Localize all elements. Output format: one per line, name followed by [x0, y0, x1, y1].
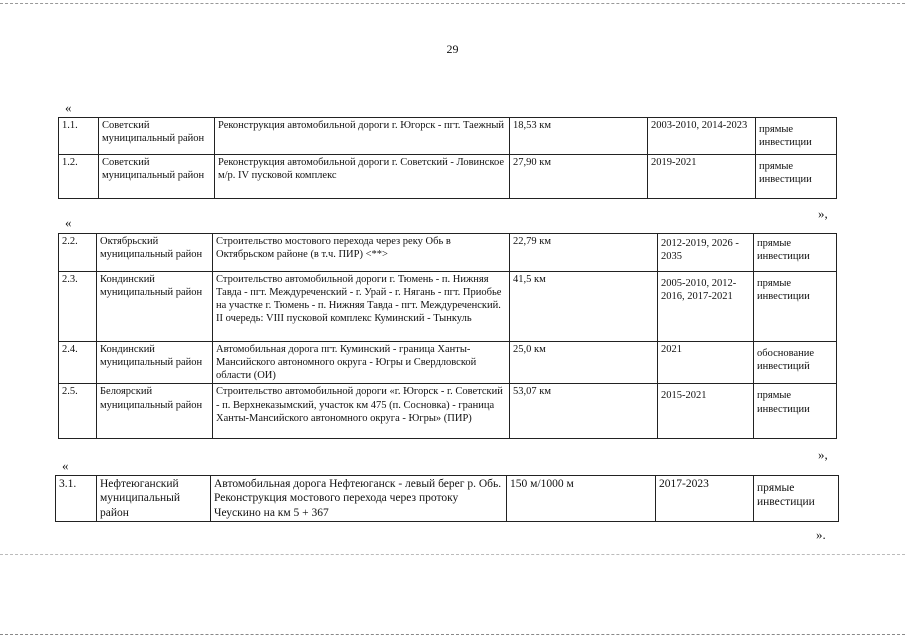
object-cell: Реконструкция автомобильной дороги г. Югорск - пгт. Таежный — [215, 118, 510, 155]
scan-artifact-bottom — [0, 634, 905, 635]
source-cell: прямые инвестиции — [756, 155, 837, 199]
source-cell: прямые инвестиции — [754, 272, 837, 342]
object-cell: Строительство мостового перехода через реку Обь в Октябрьском районе (в т.ч. ПИР) <**> — [213, 234, 510, 272]
table-section-3 — [55, 475, 839, 522]
page-number: 29 — [446, 42, 459, 56]
source-cell: прямые инвестиции — [754, 476, 839, 522]
district-cell: Октябрьский муниципальный район — [97, 234, 213, 272]
closing-quote: ». — [816, 527, 826, 542]
period-cell: 2012-2019, 2026 - 2035 — [658, 234, 754, 272]
length-cell: 27,90 км — [510, 155, 648, 199]
source-cell: прямые инвестиции — [754, 234, 837, 272]
length-cell: 18,53 км — [510, 118, 648, 155]
row-number: 3.1. — [56, 476, 97, 522]
period-cell: 2003-2010, 2014-2023 — [648, 118, 756, 155]
district-cell: Белоярский муниципальный район — [97, 384, 213, 439]
object-cell: Автомобильная дорога пгт. Куминский - граница Ханты-Мансийского автономного округа - Югры и Свердловской области (ОИ) — [213, 342, 510, 384]
length-cell: 22,79 км — [510, 234, 658, 272]
period-cell: 2005-2010, 2012-2016, 2017-2021 — [658, 272, 754, 342]
table-row — [59, 342, 837, 384]
row-number: 2.5. — [59, 384, 97, 439]
object-cell: Строительство автомобильной дороги г. Тюмень - п. Нижняя Тавда - пгт. Междуреченский - г. Урай - г. Нягань - пгт. Приобье на участке г. Тюмень - п. Нижняя Тавда - пгт. Междуреченский. II очередь: VIII пусковой комплекс Куминский - Тынкуль — [213, 272, 510, 342]
table-row — [59, 384, 837, 439]
district-cell: Кондинский муниципальный район — [97, 272, 213, 342]
scan-artifact-top — [0, 3, 905, 4]
opening-quote: « — [65, 100, 72, 115]
row-number: 1.1. — [59, 118, 99, 155]
row-number: 2.2. — [59, 234, 97, 272]
district-cell: Советский муниципальный район — [99, 155, 215, 199]
row-number: 1.2. — [59, 155, 99, 199]
table-row — [59, 234, 837, 272]
table-row — [56, 476, 839, 522]
source-cell: обоснование инвестиций — [754, 342, 837, 384]
source-cell: прямые инвестиции — [756, 118, 837, 155]
row-number: 2.4. — [59, 342, 97, 384]
scan-artifact-middle — [0, 554, 905, 555]
closing-quote: », — [818, 206, 828, 221]
length-cell: 150 м/1000 м — [507, 476, 656, 522]
period-cell: 2017-2023 — [656, 476, 754, 522]
length-cell: 25,0 км — [510, 342, 658, 384]
district-cell: Советский муниципальный район — [99, 118, 215, 155]
district-cell: Кондинский муниципальный район — [97, 342, 213, 384]
period-cell: 2015-2021 — [658, 384, 754, 439]
district-cell: Нефтеюганский муниципальный район — [97, 476, 211, 522]
length-cell: 53,07 км — [510, 384, 658, 439]
length-cell: 41,5 км — [510, 272, 658, 342]
table-row — [59, 155, 837, 199]
table-section-1 — [58, 117, 837, 199]
object-cell: Реконструкция автомобильной дороги г. Советский - Ловинское м/р. IV пусковой комплекс — [215, 155, 510, 199]
object-cell: Строительство автомобильной дороги «г. Югорск - г. Советский - п. Верхнеказымский, участок км 475 (п. Сосновка) - граница Ханты-Мансийского автономного округа - Югры» (ПИР) — [213, 384, 510, 439]
closing-quote: », — [818, 447, 828, 462]
row-number: 2.3. — [59, 272, 97, 342]
period-cell: 2021 — [658, 342, 754, 384]
period-cell: 2019-2021 — [648, 155, 756, 199]
table-section-2 — [58, 233, 837, 439]
opening-quote: « — [65, 215, 72, 230]
source-cell: прямые инвестиции — [754, 384, 837, 439]
object-cell: Автомобильная дорога Нефтеюганск - левый берег р. Обь. Реконструкция мостового перехода через протоку Чеускино на км 5 + 367 — [211, 476, 507, 522]
table-row — [59, 272, 837, 342]
opening-quote: « — [62, 458, 69, 473]
table-row — [59, 118, 837, 155]
